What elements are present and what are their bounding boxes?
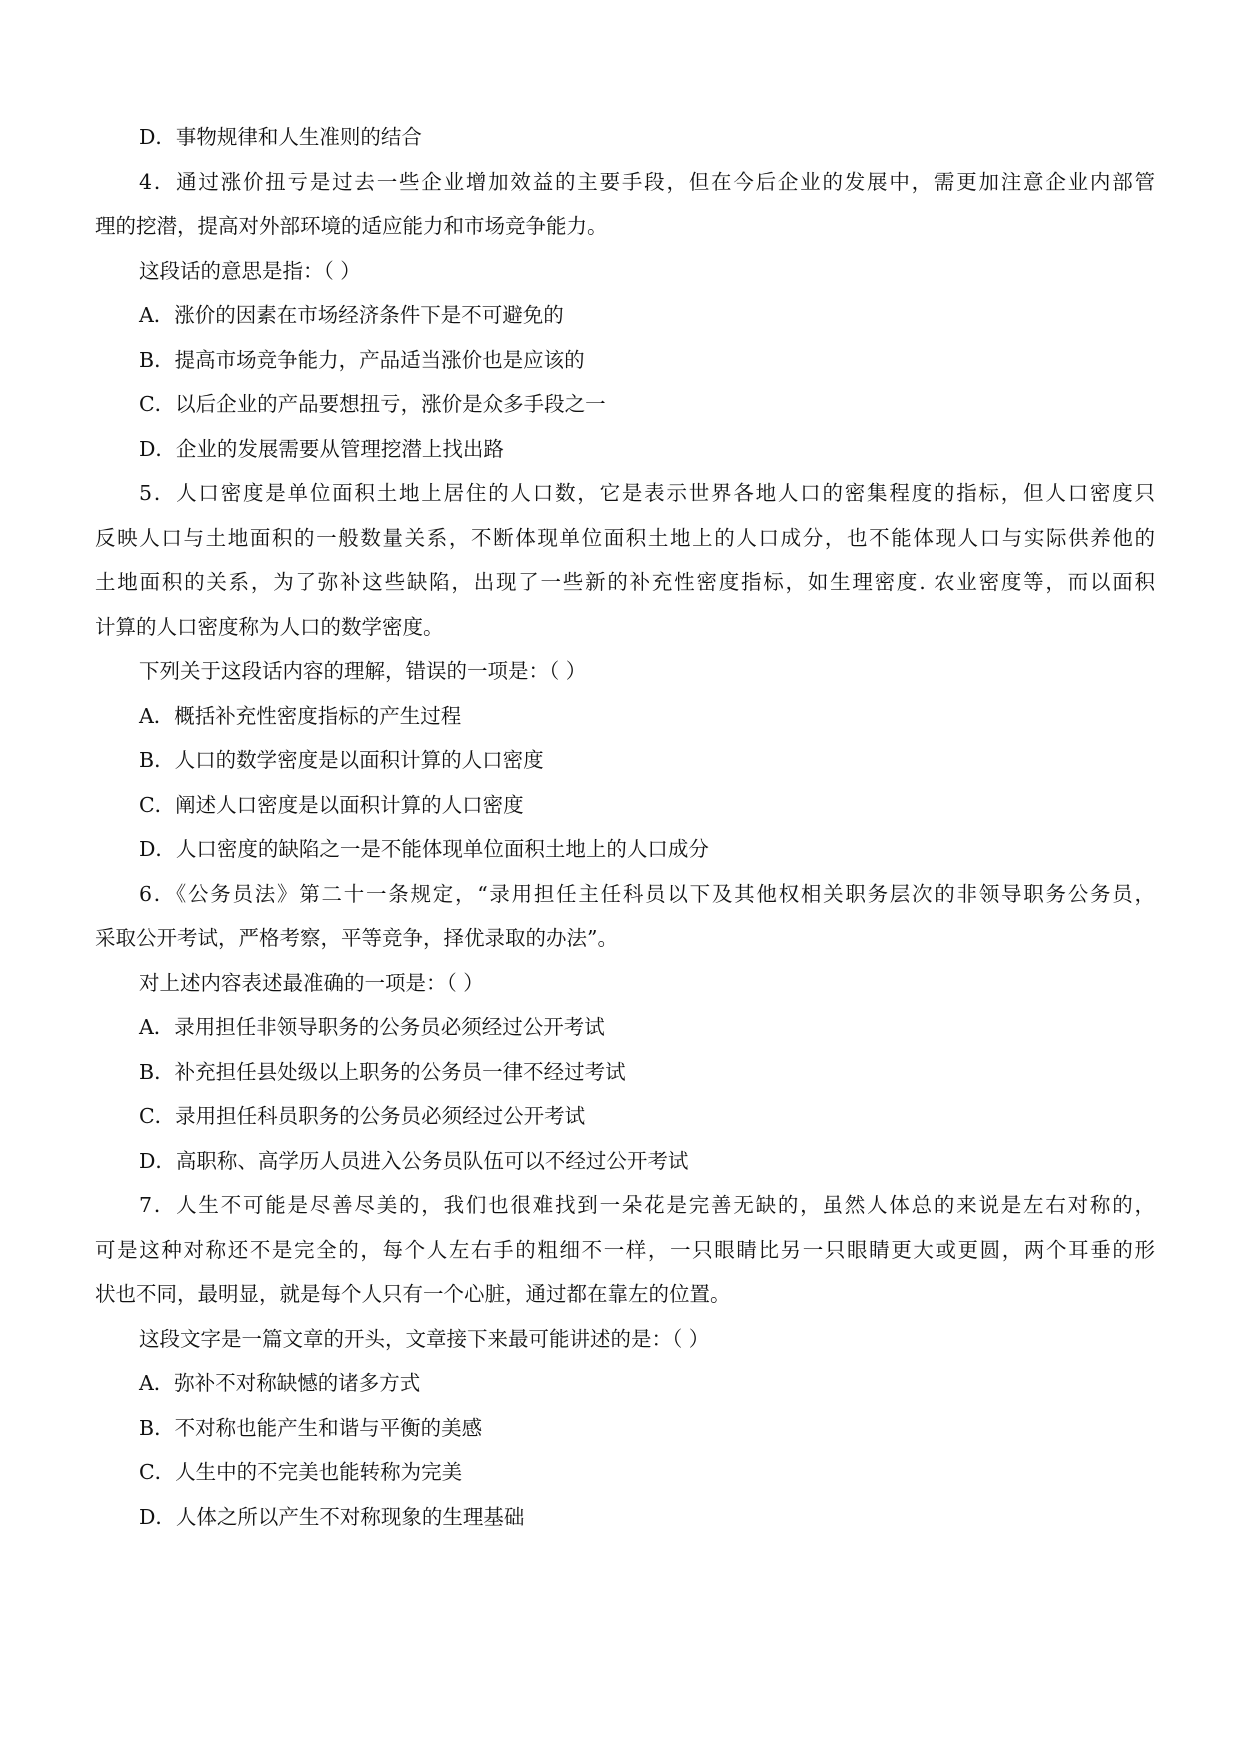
q7-option-c: C．人生中的不完美也能转称为完美 <box>139 1460 463 1484</box>
q4-option-c: C．以后企业的产品要想扭亏，涨价是众多手段之一 <box>139 392 606 416</box>
q6-option-a: A．录用担任非领导职务的公务员必须经过公开考试 <box>139 1015 605 1039</box>
q5-option-d: D．人口密度的缺陷之一是不能体现单位面积土地上的人口成分 <box>139 837 709 861</box>
q7-stem-line-2: 可是这种对称还不是完全的，每个人左右手的粗细不一样，一只眼睛比另一只眼睛更大或更圆，两个耳垂的形 <box>95 1237 1155 1262</box>
q5-option-c: C．阐述人口密度是以面积计算的人口密度 <box>139 792 524 817</box>
q6-prompt: 对上述内容表述最准确的一项是：（ ） <box>139 970 484 995</box>
q4-stem-line-2: 理的挖潜，提高对外部环境的适应能力和市场竞争能力。 <box>95 214 608 238</box>
q5-stem-line-4: 计算的人口密度称为人口的数学密度。 <box>95 614 444 639</box>
document-page <box>95 115 1155 1539</box>
q4-option-d: D．企业的发展需要从管理挖潜上找出路 <box>139 436 504 461</box>
q7-option-b: B．不对称也能产生和谐与平衡的美感 <box>139 1415 483 1440</box>
q5-option-a: A．概括补充性密度指标的产生过程 <box>139 703 462 728</box>
q6-option-c: C．录用担任科员职务的公务员必须经过公开考试 <box>139 1104 586 1128</box>
q5-prompt: 下列关于这段话内容的理解，错误的一项是：（ ） <box>139 659 587 683</box>
q7-option-d: D．人体之所以产生不对称现象的生理基础 <box>139 1504 525 1529</box>
q5-stem-line-1: 5．人口密度是单位面积土地上居住的人口数，它是表示世界各地人口的密集程度的指标，但人口密度只 <box>139 481 1155 505</box>
q6-stem-line-2: 采取公开考试，严格考察，平等竞争，择优录取的办法”。 <box>95 926 618 950</box>
q4-option-b: B．提高市场竞争能力，产品适当涨价也是应该的 <box>139 347 585 372</box>
q6-stem-line-1: 6．《公务员法》第二十一条规定，“录用担任主任科员以下及其他权相关职务层次的非领导职务公务员， <box>139 881 1155 906</box>
q5-stem-line-3: 土地面积的关系，为了弥补这些缺陷，出现了一些新的补充性密度指标，如生理密度. 农业密度等，而以面积 <box>95 570 1155 594</box>
q5-option-b: B．人口的数学密度是以面积计算的人口密度 <box>139 748 544 772</box>
q7-prompt: 这段文字是一篇文章的开头，文章接下来最可能讲述的是：（ ） <box>139 1326 710 1351</box>
q4-prompt: 这段话的意思是指：（ ） <box>139 258 361 283</box>
q5-stem-line-2: 反映人口与土地面积的一般数量关系，不断体现单位面积土地上的人口成分，也不能体现人口与实际供养他的 <box>95 525 1155 550</box>
q7-stem-line-1: 7．人生不可能是尽善尽美的，我们也很难找到一朵花是完善无缺的，虽然人体总的来说是左右对称的， <box>139 1193 1155 1217</box>
q3-option-d: D．事物规律和人生准则的结合 <box>139 125 422 149</box>
q7-stem-line-3: 状也不同，最明显，就是每个人只有一个心脏，通过都在靠左的位置。 <box>95 1282 731 1306</box>
q4-option-a: A．涨价的因素在市场经济条件下是不可避免的 <box>139 303 564 327</box>
q6-option-b: B．补充担任县处级以上职务的公务员一律不经过考试 <box>139 1059 626 1084</box>
q4-stem-line-1: 4．通过涨价扭亏是过去一些企业增加效益的主要手段，但在今后企业的发展中，需更加注意企业内部管 <box>139 169 1155 194</box>
q7-option-a: A．弥补不对称缺憾的诸多方式 <box>139 1371 421 1395</box>
q6-option-d: D．高职称、高学历人员进入公务员队伍可以不经过公开考试 <box>139 1148 689 1173</box>
